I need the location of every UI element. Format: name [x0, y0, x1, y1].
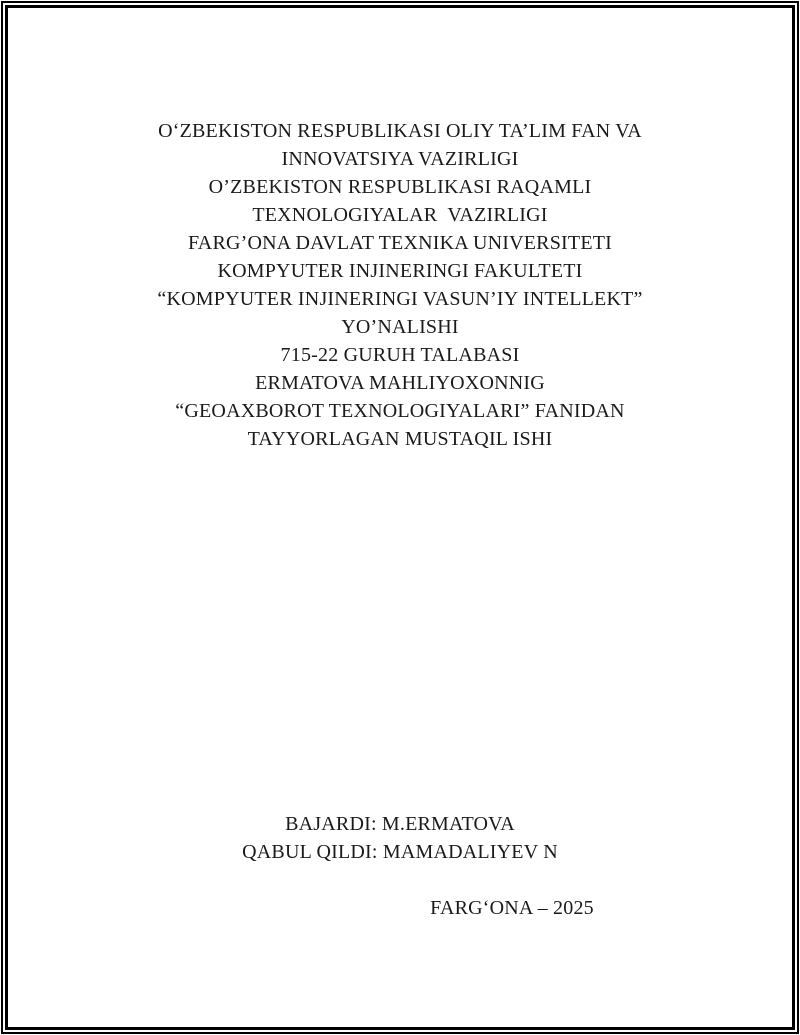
title-line: O’ZBEKISTON RESPUBLIKASI RAQAMLI	[208, 176, 592, 198]
title-line: INNOVATSIYA VAZIRLIGI	[281, 148, 519, 170]
credit-line-reviewer: QABUL QILDI: MAMADALIYEV N	[242, 841, 558, 863]
footer-city-year: FARG‘ONA – 2025	[430, 897, 594, 919]
title-line: “KOMPYUTER INJINERINGI VASUN’IY INTELLEKT”	[157, 288, 643, 310]
title-line: ERMATOVA MAHLIYOXONNIG	[255, 372, 545, 394]
credit-line-author: BAJARDI: M.ERMATOVA	[285, 813, 515, 835]
title-line: FARG’ONA DAVLAT TEXNIKA UNIVERSITETI	[187, 232, 613, 254]
title-line: TAYYORLAGAN MUSTAQIL ISHI	[247, 428, 553, 450]
title-block	[0, 117, 800, 453]
title-line: TEXNOLOGIYALAR VAZIRLIGI	[252, 204, 548, 226]
title-line: 715-22 GURUH TALABASI	[280, 344, 520, 366]
title-line: “GEOAXBOROT TEXNOLOGIYALARI” FANIDAN	[175, 400, 625, 422]
title-line: O‘ZBEKISTON RESPUBLIKASI OLIY TA’LIM FAN VA	[158, 120, 642, 142]
title-line: KOMPYUTER INJINERINGI FAKULTETI	[217, 260, 583, 282]
title-line: YO’NALISHI	[341, 316, 459, 338]
credits-block	[0, 810, 800, 866]
